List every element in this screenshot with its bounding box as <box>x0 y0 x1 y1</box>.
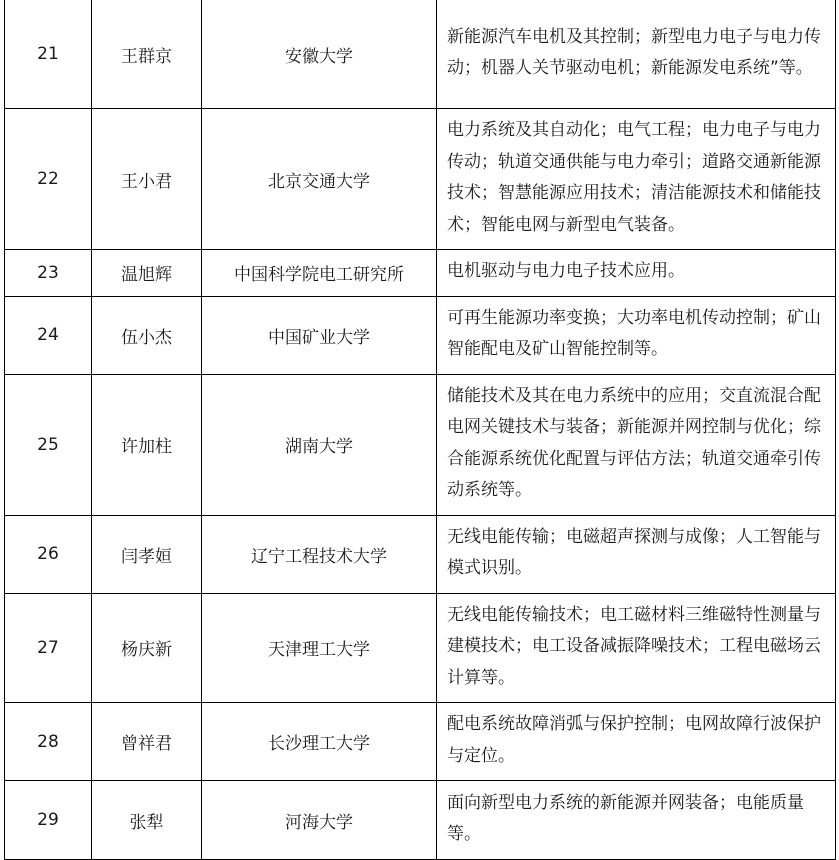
row-number: 23 <box>5 250 92 297</box>
row-number: 22 <box>5 109 92 250</box>
expert-organization: 安徽大学 <box>202 0 437 109</box>
table-row <box>5 109 836 250</box>
table-row <box>5 296 836 374</box>
expert-name: 王群京 <box>92 0 202 109</box>
row-number: 29 <box>5 781 92 860</box>
table-row <box>5 0 836 109</box>
research-field: 电力系统及其自动化；电气工程；电力电子与电力传动；轨道交通供能与电力牵引；道路交通新能源技术；智慧能源应用技术；清洁能源技术和储能技术；智能电网与新型电气装备。 <box>437 109 836 250</box>
expert-name: 闫孝姮 <box>92 515 202 593</box>
expert-name: 张犁 <box>92 781 202 860</box>
research-field: 电机驱动与电力电子技术应用。 <box>437 250 836 297</box>
research-field: 面向新型电力系统的新能源并网装备；电能质量等。 <box>437 781 836 860</box>
row-number: 27 <box>5 593 92 703</box>
expert-name: 王小君 <box>92 109 202 250</box>
expert-name: 杨庆新 <box>92 593 202 703</box>
expert-organization: 辽宁工程技术大学 <box>202 515 437 593</box>
table-row <box>5 515 836 593</box>
expert-name: 温旭辉 <box>92 250 202 297</box>
table-row <box>5 374 836 515</box>
expert-organization: 湖南大学 <box>202 374 437 515</box>
row-number: 28 <box>5 703 92 781</box>
research-field: 无线电能传输技术；电工磁材料三维磁特性测量与建模技术；电工设备减振降噪技术；工程电磁场云计算等。 <box>437 593 836 703</box>
row-number: 24 <box>5 296 92 374</box>
expert-name: 曾祥君 <box>92 703 202 781</box>
expert-name: 许加柱 <box>92 374 202 515</box>
expert-organization: 天津理工大学 <box>202 593 437 703</box>
expert-organization: 北京交通大学 <box>202 109 437 250</box>
table-row <box>5 781 836 860</box>
row-number: 25 <box>5 374 92 515</box>
experts-table <box>4 0 836 860</box>
expert-organization: 中国科学院电工研究所 <box>202 250 437 297</box>
research-field: 新能源汽车电机及其控制；新型电力电子与电力传动；机器人关节驱动电机；新能源发电系统”等。 <box>437 0 836 109</box>
expert-organization: 河海大学 <box>202 781 437 860</box>
row-number: 26 <box>5 515 92 593</box>
expert-name: 伍小杰 <box>92 296 202 374</box>
table-row <box>5 593 836 703</box>
table-row <box>5 703 836 781</box>
expert-organization: 长沙理工大学 <box>202 703 437 781</box>
research-field: 配电系统故障消弧与保护控制；电网故障行波保护与定位。 <box>437 703 836 781</box>
table-row <box>5 250 836 297</box>
expert-organization: 中国矿业大学 <box>202 296 437 374</box>
research-field: 无线电能传输；电磁超声探测与成像；人工智能与模式识别。 <box>437 515 836 593</box>
row-number: 21 <box>5 0 92 109</box>
research-field: 可再生能源功率变换；大功率电机传动控制；矿山智能配电及矿山智能控制等。 <box>437 296 836 374</box>
research-field: 储能技术及其在电力系统中的应用；交直流混合配电网关键技术与装备；新能源并网控制与优化；综合能源系统优化配置与评估方法；轨道交通牵引传动系统等。 <box>437 374 836 515</box>
